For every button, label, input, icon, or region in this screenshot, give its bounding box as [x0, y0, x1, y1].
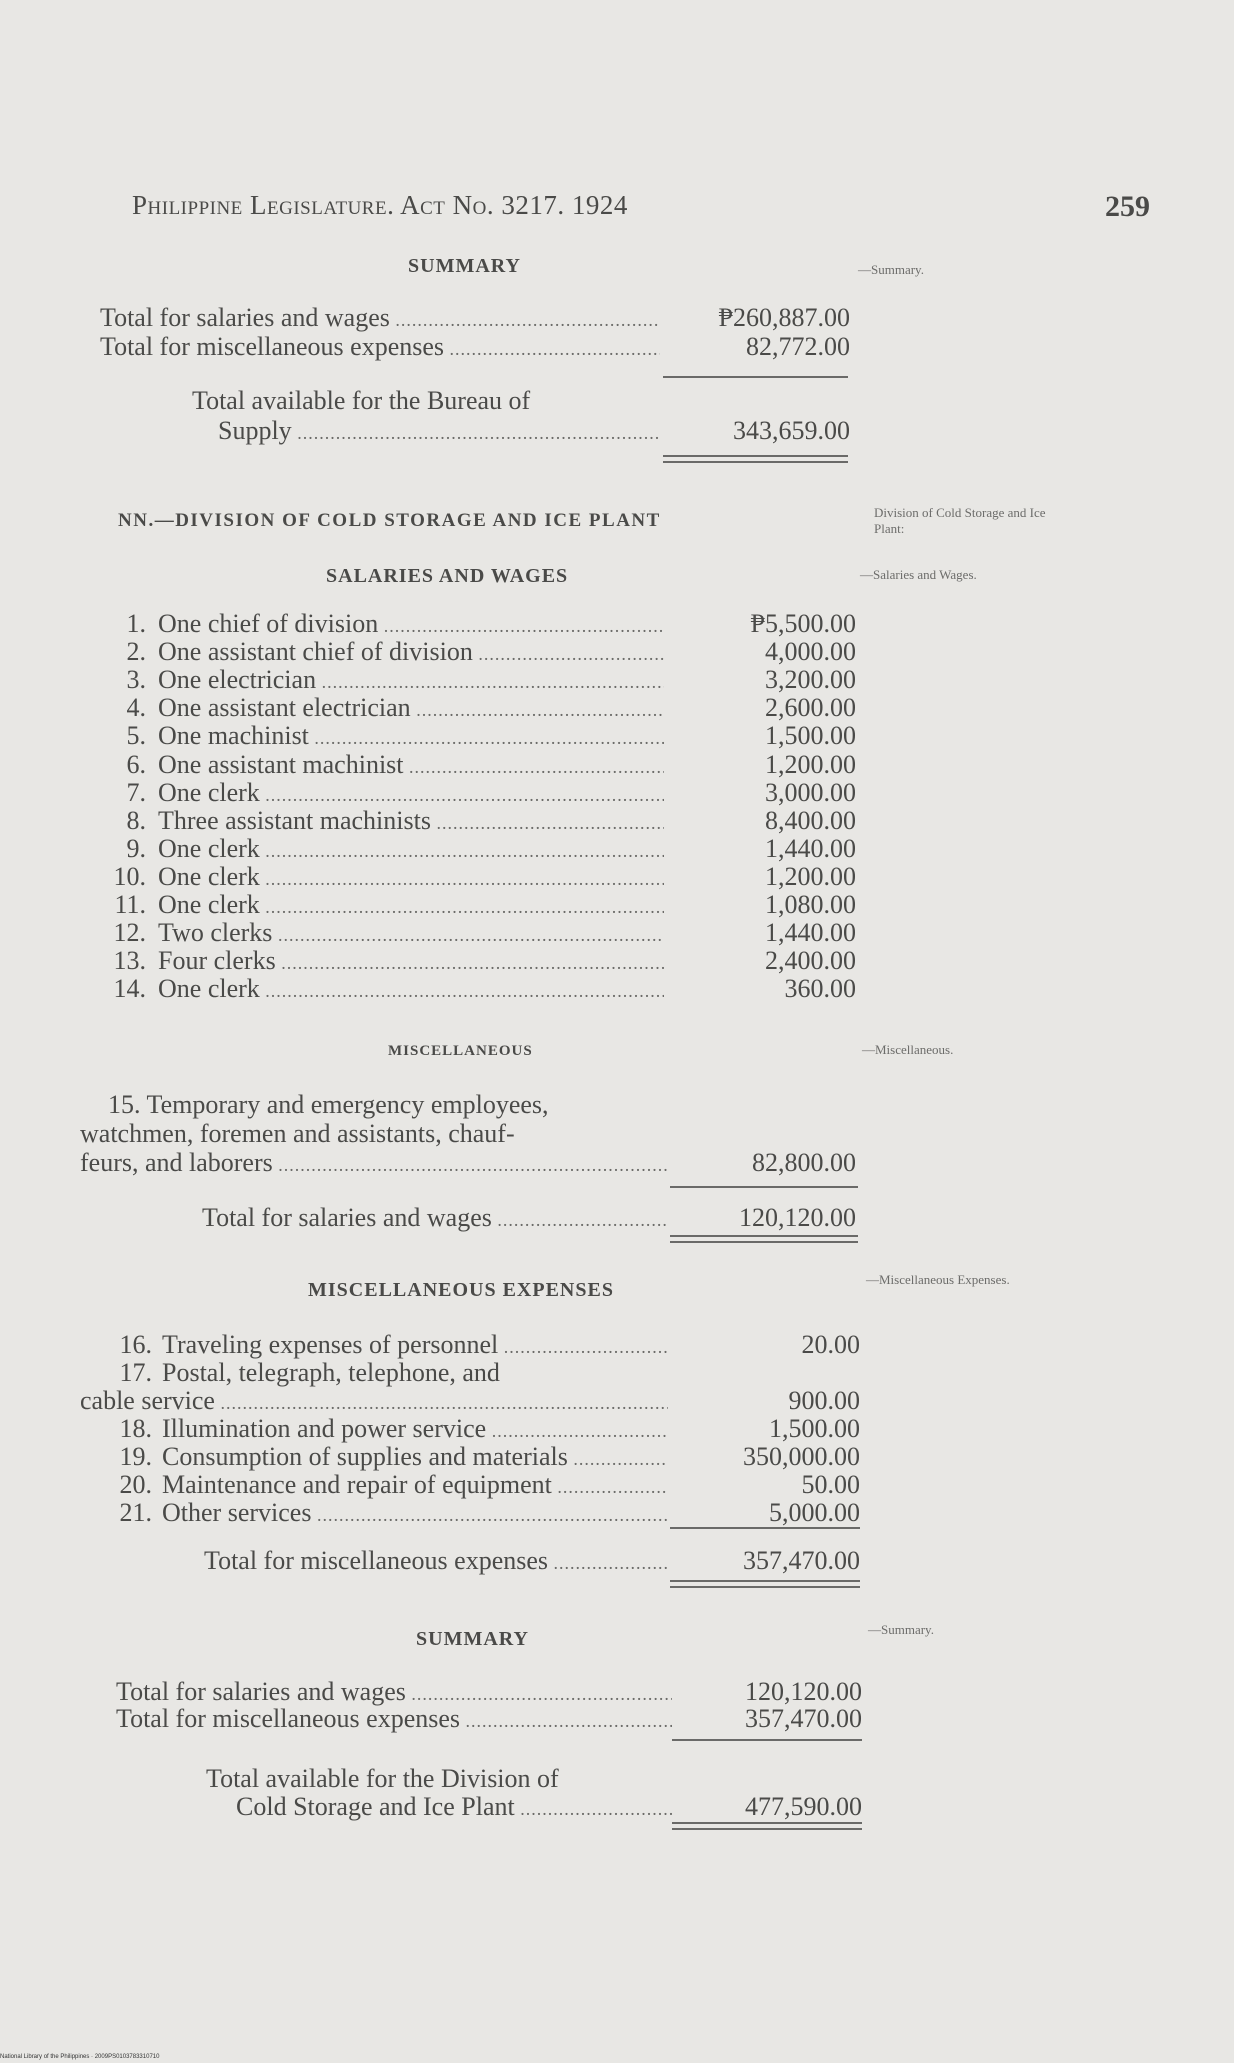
- item-number: 19.: [119, 1442, 152, 1471]
- total-double-rule: [672, 1822, 862, 1830]
- item-label: Two clerks .....: [158, 918, 664, 948]
- subtotal-rule: [663, 376, 848, 378]
- item-amount: 50.00: [801, 1470, 860, 1499]
- item-label: Illumination and power service .....: [162, 1414, 668, 1444]
- misc-item-text: watchmen, foremen and assistants, chauf-: [80, 1119, 515, 1148]
- total-double-rule: [670, 1235, 858, 1243]
- row-label: Total for miscellaneous expenses .....: [116, 1704, 672, 1734]
- item-amount: 8,400.00: [765, 805, 856, 835]
- item-label: One clerk .....: [158, 778, 664, 808]
- item-amount: 350,000.00: [743, 1442, 860, 1471]
- item-number: 2.: [126, 637, 146, 667]
- item-number: 18.: [119, 1414, 152, 1443]
- item-amount: 360.00: [784, 974, 856, 1004]
- item-label: One clerk .....: [158, 890, 664, 920]
- misc-expenses-heading: MISCELLANEOUS EXPENSES: [308, 1279, 614, 1301]
- row-label: Total for miscellaneous expenses .....: [100, 332, 660, 362]
- item-label: One clerk .....: [158, 974, 664, 1004]
- item-number: 17.: [119, 1358, 152, 1387]
- expenses-total-amount: 357,470.00: [743, 1546, 860, 1575]
- item-label: Consumption of supplies and materials .....: [162, 1442, 668, 1472]
- item-number: 8.: [126, 805, 146, 835]
- item-number: 21.: [119, 1498, 152, 1527]
- item-amount: 3,200.00: [765, 665, 856, 695]
- item-label: One assistant machinist .....: [158, 750, 664, 780]
- total-label-line1: Total available for the Bureau of: [192, 386, 531, 415]
- item-number: 13.: [113, 946, 146, 976]
- item-amount: 5,000.00: [769, 1498, 860, 1527]
- division-heading: NN.—DIVISION OF COLD STORAGE AND ICE PLANT: [118, 510, 661, 531]
- item-label: Other services .....: [162, 1498, 668, 1528]
- item-amount: 900.00: [788, 1386, 860, 1415]
- salaries-heading: SALARIES AND WAGES: [326, 565, 569, 587]
- grand-total-label-line2: Cold Storage and Ice Plant .....: [236, 1792, 672, 1822]
- item-amount: 1,080.00: [765, 890, 856, 919]
- total-label-line2: Supply .....: [218, 416, 660, 446]
- item-number: 6.: [126, 749, 146, 779]
- item-amount: ₱5,500.00: [750, 609, 856, 638]
- item-number: 12.: [113, 918, 146, 948]
- row-amount: 357,470.00: [745, 1704, 862, 1733]
- bureau-summary-margin-note: —Summary.: [858, 262, 924, 277]
- misc-item-text: feurs, and laborers .....: [80, 1148, 668, 1178]
- row-label: Total for salaries and wages .....: [116, 1677, 672, 1707]
- item-amount: 1,440.00: [765, 833, 856, 863]
- item-number: 11.: [114, 890, 146, 919]
- subtotal-rule: [670, 1186, 858, 1188]
- item-label: One assistant electrician .....: [158, 693, 664, 723]
- item-number: 9.: [126, 833, 146, 863]
- subtotal-rule: [672, 1739, 862, 1741]
- footer-credit: National Library of the Philippines · 2009PS0103783310710: [0, 2054, 160, 2060]
- item-label: One machinist .....: [158, 721, 664, 751]
- item-label: One chief of division .....: [158, 609, 664, 639]
- item-label: Postal, telegraph, telephone, and: [162, 1358, 500, 1387]
- item-label: Four clerks .....: [158, 946, 664, 976]
- division-summary-heading: SUMMARY: [416, 1628, 529, 1650]
- row-label: Total for salaries and wages .....: [100, 303, 660, 333]
- item-amount: 1,440.00: [765, 918, 856, 948]
- item-number: 3.: [126, 665, 146, 695]
- salaries-total-label: Total for salaries and wages .....: [202, 1203, 668, 1233]
- division-margin-note: Division of Cold Storage and Ice Plant:: [874, 505, 1046, 536]
- salaries-total-amount: 120,120.00: [739, 1203, 856, 1232]
- item-label: One electrician .....: [158, 665, 664, 695]
- total-amount: 343,659.00: [733, 416, 850, 445]
- grand-total-amount: 477,590.00: [745, 1792, 862, 1821]
- misc-item-amount: 82,800.00: [752, 1148, 856, 1177]
- row-amount: ₱260,887.00: [718, 303, 850, 332]
- misc-expenses-margin-note: —Miscellaneous Expenses.: [866, 1272, 1010, 1287]
- item-number: 16.: [119, 1330, 152, 1359]
- item-label: Maintenance and repair of equipment .....: [162, 1470, 668, 1500]
- salaries-margin-note: —Salaries and Wages.: [860, 567, 977, 582]
- running-title: Philippine Legislature. Act No. 3217. 1924: [132, 190, 628, 220]
- item-number: 4.: [126, 693, 146, 723]
- row-amount: 82,772.00: [746, 332, 850, 361]
- item-number: 1.: [126, 609, 146, 638]
- item-amount: 1,500.00: [765, 721, 856, 751]
- item-label: One clerk .....: [158, 834, 664, 864]
- item-amount: 4,000.00: [765, 637, 856, 667]
- grand-total-label-line1: Total available for the Division of: [206, 1764, 559, 1793]
- item-number: 20.: [119, 1470, 152, 1499]
- page-number: 259: [1105, 190, 1150, 223]
- division-summary-margin-note: —Summary.: [868, 1622, 934, 1637]
- item-number: 14.: [113, 974, 146, 1004]
- item-number: 5.: [126, 721, 146, 751]
- subtotal-rule: [670, 1527, 860, 1529]
- item-amount: 2,600.00: [765, 693, 856, 723]
- item-label: One assistant chief of division .....: [158, 637, 664, 667]
- item-label-continued: cable service .....: [80, 1386, 668, 1416]
- expenses-total-label: Total for miscellaneous expenses .....: [204, 1546, 670, 1576]
- item-label: One clerk .....: [158, 862, 664, 892]
- item-amount: 2,400.00: [765, 946, 856, 976]
- item-amount: 1,200.00: [765, 861, 856, 891]
- item-number: 10.: [113, 861, 146, 891]
- misc-item-text: 15. Temporary and emergency employees,: [108, 1090, 549, 1119]
- item-amount: 1,500.00: [769, 1414, 860, 1443]
- item-label: Three assistant machinists .....: [158, 806, 664, 836]
- row-amount: 120,120.00: [745, 1677, 862, 1706]
- total-double-rule: [663, 455, 848, 463]
- item-amount: 3,000.00: [765, 777, 856, 807]
- bureau-summary-heading: SUMMARY: [408, 255, 521, 277]
- misc-heading: MISCELLANEOUS: [388, 1043, 533, 1059]
- total-double-rule: [670, 1580, 860, 1588]
- item-number: 7.: [126, 777, 146, 807]
- item-amount: 1,200.00: [765, 749, 856, 779]
- item-label: Traveling expenses of personnel .....: [162, 1330, 668, 1360]
- misc-margin-note: —Miscellaneous.: [862, 1042, 954, 1057]
- item-amount: 20.00: [801, 1330, 860, 1359]
